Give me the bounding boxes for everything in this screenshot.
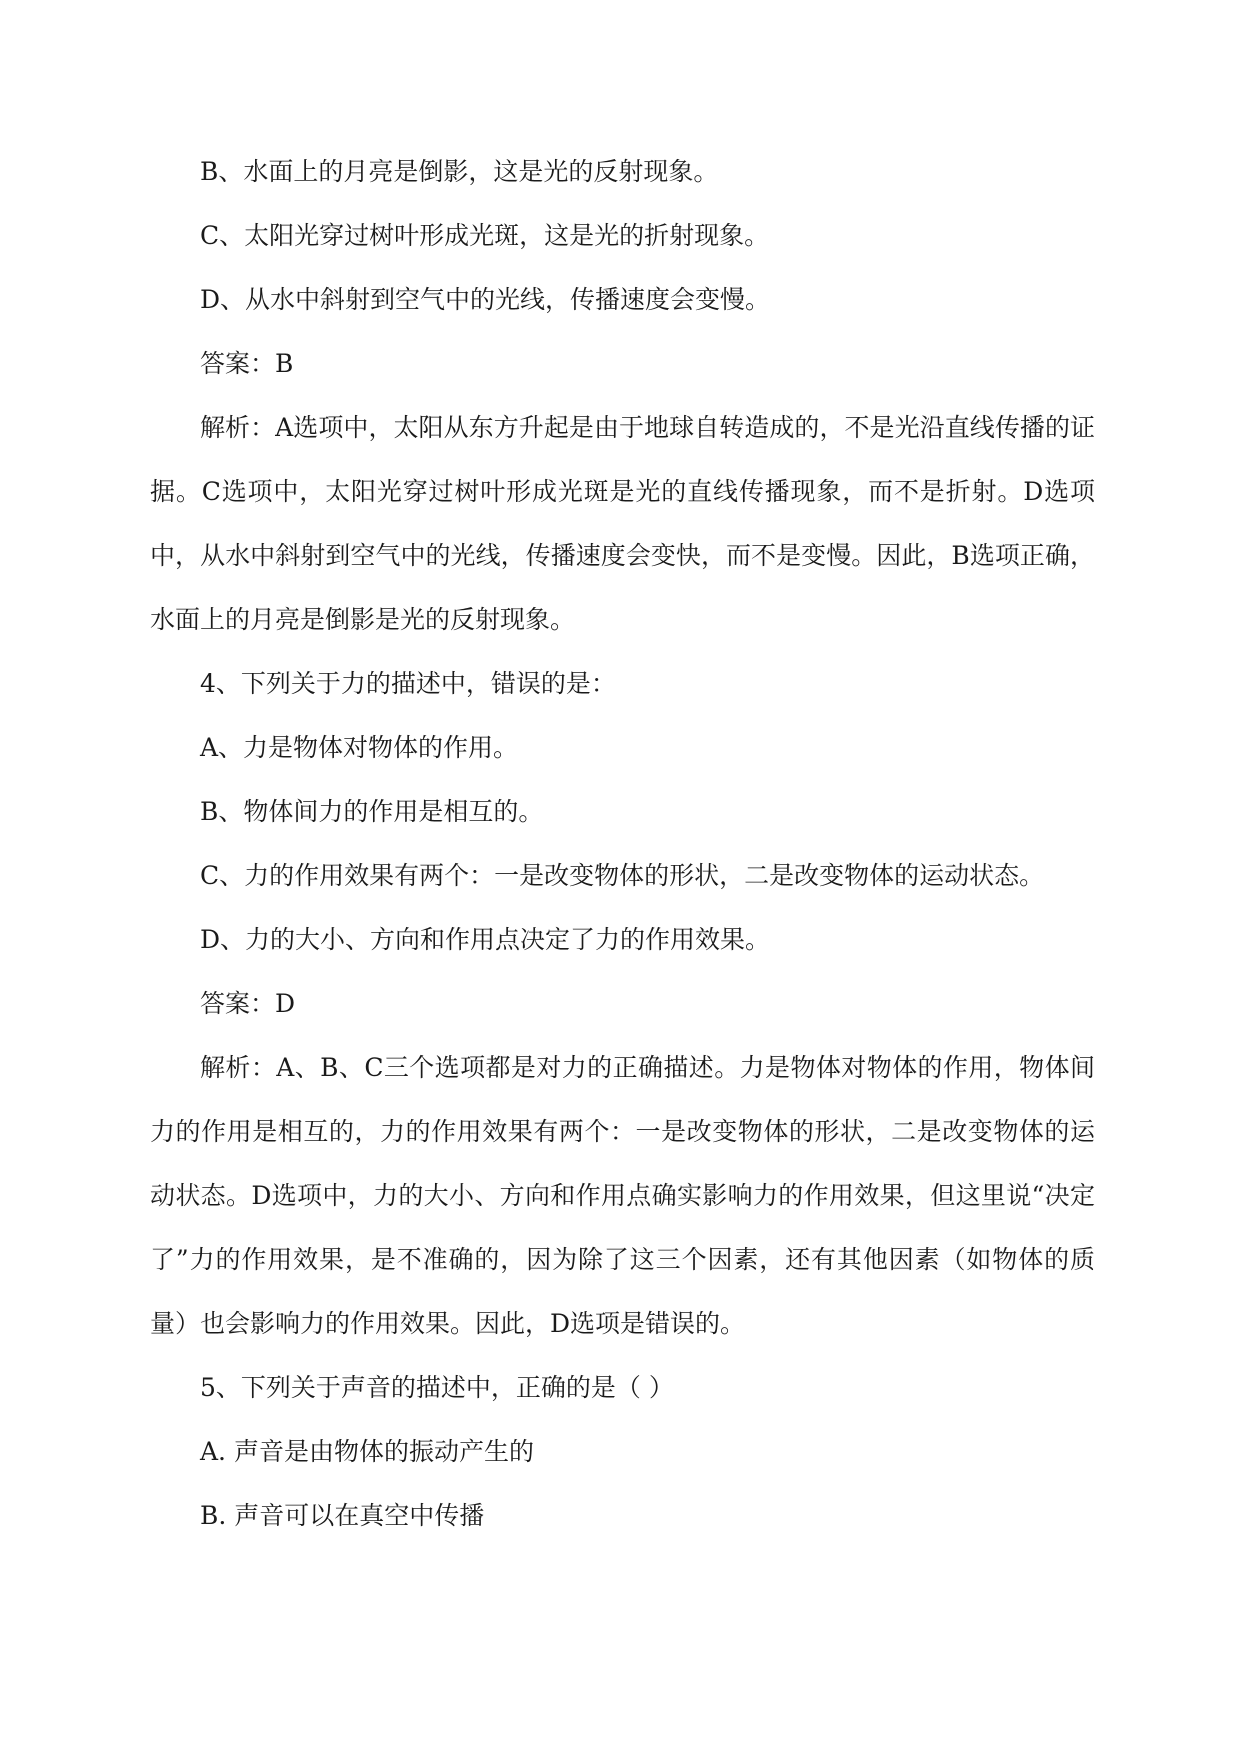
option-b-q5: B. 声音可以在真空中传播 [200, 1501, 485, 1530]
answer-q4: 答案：D [200, 989, 296, 1018]
option-b-q3: B、水面上的月亮是倒影，这是光的反射现象。 [200, 157, 719, 186]
document-body [150, 140, 1095, 1548]
answer-q3: 答案：B [200, 349, 294, 378]
option-c-q4: C、力的作用效果有两个：一是改变物体的形状，二是改变物体的运动状态。 [200, 861, 1045, 890]
question-5: 5、下列关于声音的描述中，正确的是（ ） [200, 1373, 674, 1402]
option-d-q4: D、力的大小、方向和作用点决定了力的作用效果。 [200, 925, 771, 954]
option-a-q4: A、力是物体对物体的作用。 [200, 733, 519, 762]
option-b-q4: B、物体间力的作用是相互的。 [200, 797, 544, 826]
explanation-q3: 解析：A选项中，太阳从东方升起是由于地球自转造成的，不是光沿直线传播的证据。C选项中，太阳光穿过树叶形成光斑是光的直线传播现象，而不是折射。D选项中，从水中斜射到空气中的光线，传播速度会变快，而不是变慢。因此，B选项正确，水面上的月亮是倒影是光的反射现象。 [150, 413, 1095, 634]
explanation-q4: 解析：A、B、C三个选项都是对力的正确描述。力是物体对物体的作用，物体间力的作用是相互的，力的作用效果有两个：一是改变物体的形状，二是改变物体的运动状态。D选项中，力的大小、方向和作用点确实影响力的作用效果，但这里说“决定了”力的作用效果，是不准确的，因为除了这三个因素，还有其他因素（如物体的质量）也会影响力的作用效果。因此，D选项是错误的。 [150, 1053, 1095, 1338]
option-d-q3: D、从水中斜射到空气中的光线，传播速度会变慢。 [200, 285, 771, 314]
option-c-q3: C、太阳光穿过树叶形成光斑，这是光的折射现象。 [200, 221, 770, 250]
option-a-q5: A. 声音是由物体的振动产生的 [200, 1437, 534, 1466]
question-4: 4、下列关于力的描述中，错误的是： [200, 669, 616, 698]
